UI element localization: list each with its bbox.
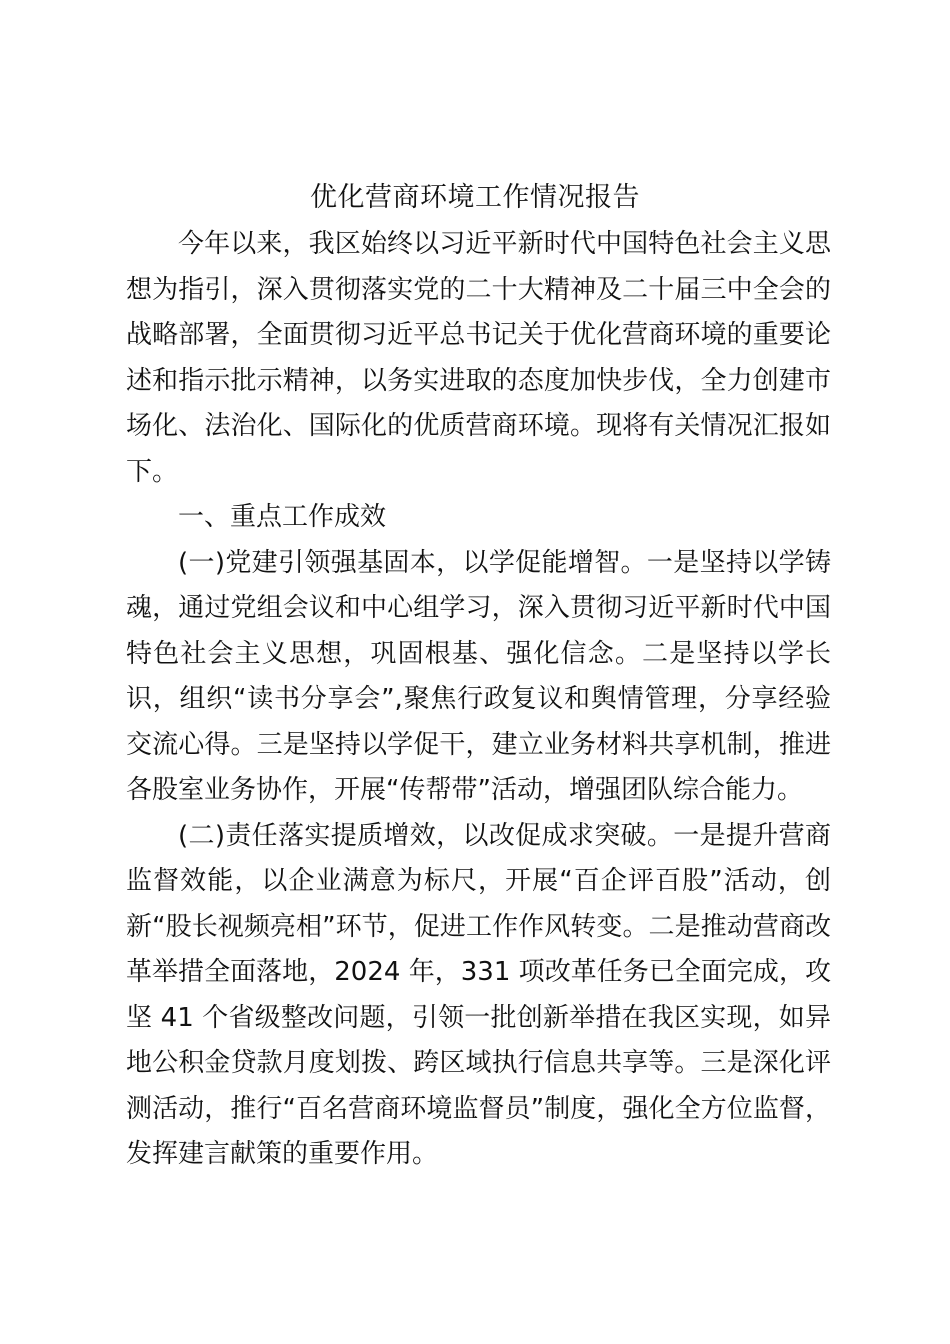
document-title: 优化营商环境工作情况报告 — [310, 182, 640, 213]
section-heading: 一、重点工作成效 — [178, 502, 387, 532]
intro-paragraph: 今年以来，我区始终以习近平新时代中国特色社会主义思想为指引，深入贯彻落实党的二十大精神及二十届三中全会的战略部署，全面贯彻习近平总书记关于优化营商环境的重要论述和指示批示精神，以务实进取的态度加快步伐，全力创建市场化、法治化、国际化的优质营商环境。现将有关情况汇报如下。 — [126, 229, 831, 487]
subsection-paragraph-1: (一)党建引领强基固本，以学促能增智。一是坚持以学铸魂，通过党组会议和中心组学习，深入贯彻习近平新时代中国特色社会主义思想，巩固根基、强化信念。二是坚持以学长识，组织“读书分享会”,聚焦行政复议和舆情管理，分享经验交流心得。三是坚持以学促干，建立业务材料共享机制，推进各股室业务协作，开展“传帮带”活动，增强团队综合能力。 — [126, 547, 831, 805]
subsection-paragraph-2: (二)责任落实提质增效，以改促成求突破。一是提升营商监督效能，以企业满意为标尺，开展“百企评百股”活动，创新“股长视频亮相”环节，促进工作作风转变。二是推动营商改革举措全面落地，2024 年，331 项改革任务已全面完成，攻坚 41 个省级整改问题，引领一批创新举措在我区实现，如异地公积金贷款月度划拨、跨区域执行信息共享等。三是深化评测活动，推行“百名营商环境监督员”制度，强化全方位监督，发挥建言献策的重要作用。 — [126, 820, 831, 1169]
document-body — [126, 222, 831, 1178]
